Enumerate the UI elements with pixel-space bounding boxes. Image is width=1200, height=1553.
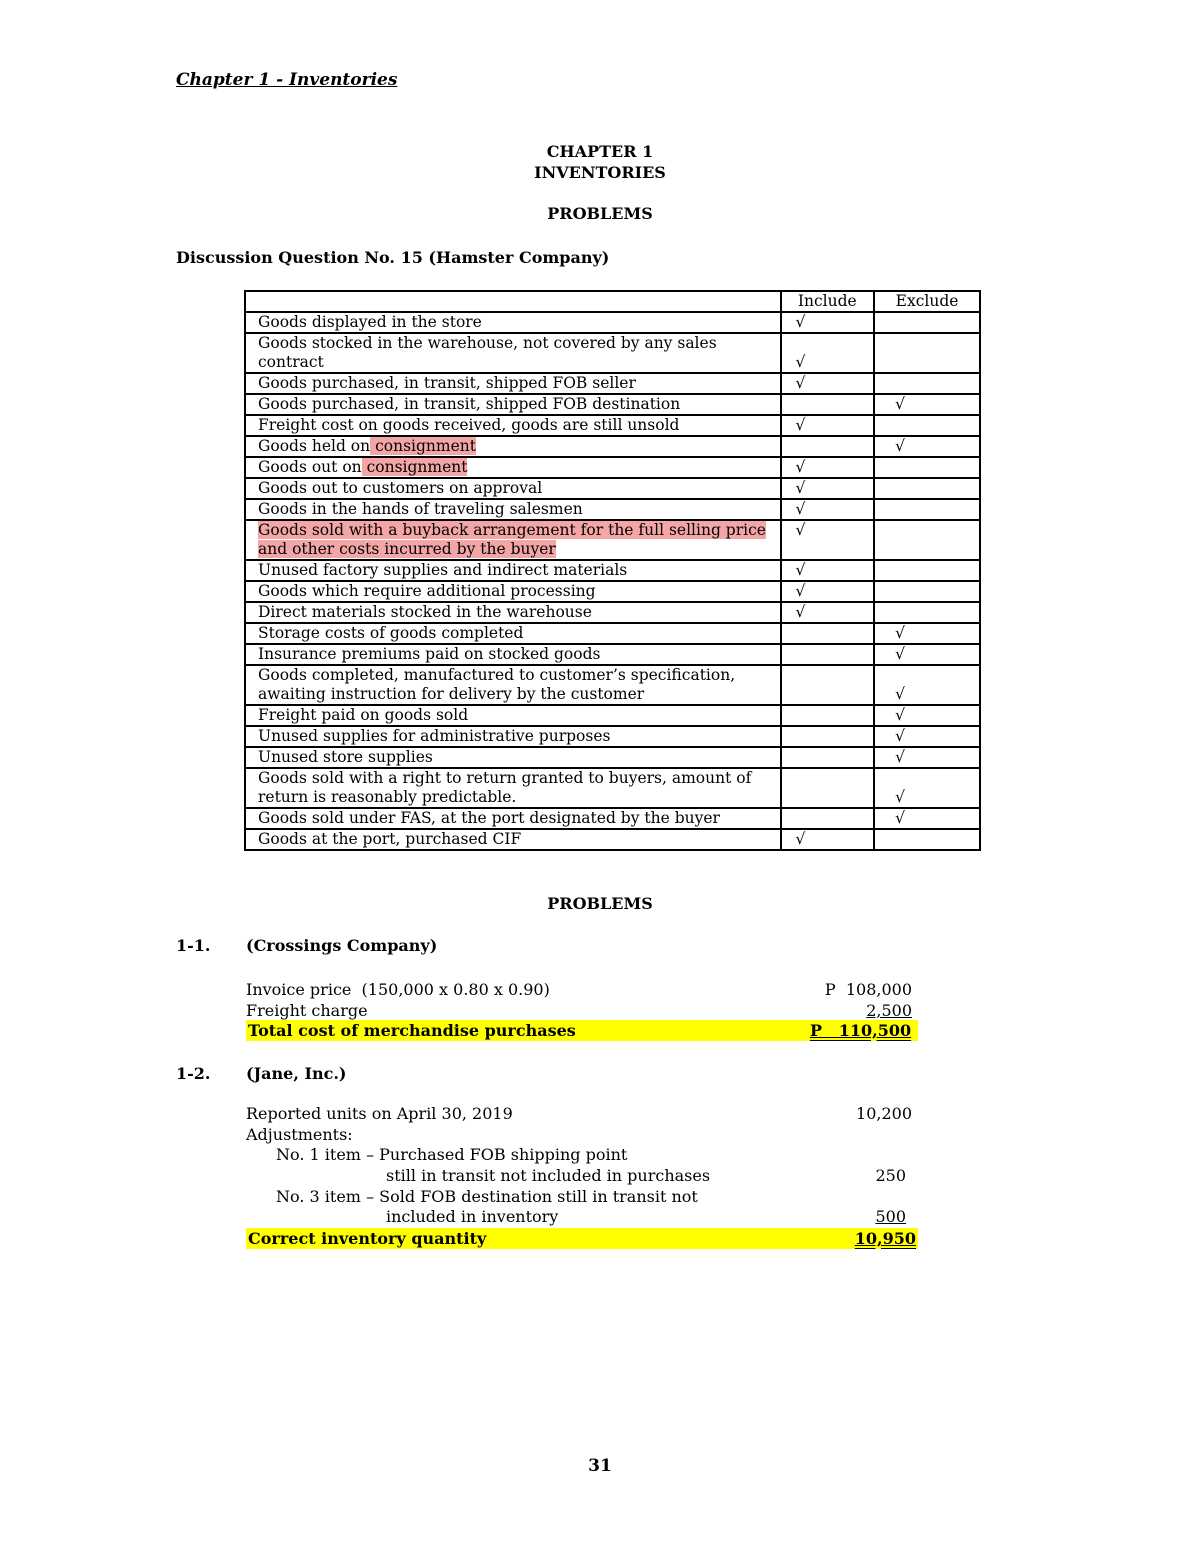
item-text: Insurance premiums paid on stocked goods [258, 645, 601, 663]
include-cell [781, 560, 875, 581]
check-mark: √ [895, 809, 905, 827]
include-cell [781, 520, 875, 560]
item-text: Goods sold with a right to return granted to buyers, amount of return is reasonably predictable. [258, 769, 752, 806]
item-text: Goods out on consignment [258, 458, 468, 476]
include-cell [781, 768, 875, 808]
check-mark: √ [795, 561, 806, 579]
highlighted-text: consignment [361, 458, 468, 476]
item-column-header [245, 291, 781, 312]
item-text: Storage costs of goods completed [258, 624, 524, 642]
invoice-amount: P 108,000 [824, 980, 912, 999]
total-label: Total cost of merchandise purchases [248, 1021, 576, 1040]
table-row [245, 726, 980, 747]
check-mark: √ [895, 727, 905, 745]
item-cell [245, 581, 781, 602]
include-cell [781, 436, 875, 457]
item-text: Direct materials stocked in the warehouse [258, 603, 592, 621]
exclude-cell [874, 747, 980, 768]
include-cell [781, 644, 875, 665]
check-mark: √ [795, 353, 806, 371]
check-mark: √ [795, 374, 806, 392]
item-cell [245, 829, 781, 850]
include-column-header: Include [781, 291, 875, 312]
exclude-cell [874, 808, 980, 829]
include-cell [781, 478, 875, 499]
table-row [245, 560, 980, 581]
table-row [245, 457, 980, 478]
check-mark: √ [795, 582, 806, 600]
problems-heading: PROBLEMS [547, 204, 653, 223]
exclude-column-header: Exclude [874, 291, 980, 312]
exclude-cell [874, 768, 980, 808]
item-cell [245, 602, 781, 623]
exclude-cell [874, 665, 980, 705]
problem-number: 1-2. [176, 1064, 211, 1083]
check-mark: √ [895, 645, 905, 663]
check-mark: √ [795, 313, 806, 331]
freight-label: Freight charge [246, 1001, 368, 1020]
table-row [245, 808, 980, 829]
table-row [245, 312, 980, 333]
include-cell [781, 747, 875, 768]
include-cell [781, 726, 875, 747]
table-row [245, 436, 980, 457]
item-cell [245, 768, 781, 808]
include-cell [781, 457, 875, 478]
item-cell [245, 394, 781, 415]
exclude-cell [874, 623, 980, 644]
item-text: Goods in the hands of traveling salesmen [258, 500, 583, 518]
total-label: Correct inventory quantity [248, 1229, 487, 1248]
include-cell [781, 581, 875, 602]
table-row [245, 665, 980, 705]
table-row [245, 373, 980, 394]
include-exclude-table [244, 290, 981, 851]
item3-line2: included in inventory [386, 1207, 559, 1226]
table-row [245, 829, 980, 850]
item-text: Goods at the port, purchased CIF [258, 830, 522, 848]
item-cell [245, 415, 781, 436]
item-text: Freight paid on goods sold [258, 706, 469, 724]
include-cell [781, 705, 875, 726]
check-mark: √ [795, 458, 806, 476]
table-row [245, 644, 980, 665]
freight-amount: 2,500 [866, 1001, 912, 1020]
problem-title: (Jane, Inc.) [246, 1064, 347, 1083]
exclude-cell [874, 394, 980, 415]
chapter-number: CHAPTER 1 [546, 142, 654, 161]
item-cell [245, 333, 781, 373]
check-mark: √ [895, 748, 905, 766]
item-cell [245, 312, 781, 333]
item-text: Goods stocked in the warehouse, not covered by any sales contract [258, 334, 717, 371]
check-mark: √ [795, 416, 806, 434]
item-text: Freight cost on goods received, goods are still unsold [258, 416, 680, 434]
include-cell [781, 415, 875, 436]
item-cell [245, 520, 781, 560]
table-row [245, 581, 980, 602]
exclude-cell [874, 312, 980, 333]
check-mark: √ [795, 479, 806, 497]
item1-line1: No. 1 item – Purchased FOB shipping point [276, 1145, 628, 1164]
check-mark: √ [895, 788, 905, 806]
table-row [245, 623, 980, 644]
include-cell [781, 333, 875, 373]
item-text: Unused factory supplies and indirect materials [258, 561, 628, 579]
include-cell [781, 394, 875, 415]
exclude-cell [874, 829, 980, 850]
check-mark: √ [795, 521, 806, 539]
discussion-question-heading: Discussion Question No. 15 (Hamster Company) [176, 248, 610, 267]
table-row [245, 520, 980, 560]
table-row [245, 333, 980, 373]
table-row [245, 705, 980, 726]
item1-amount: 250 [875, 1166, 906, 1185]
table-row [245, 415, 980, 436]
item-cell [245, 726, 781, 747]
table-row [245, 602, 980, 623]
item-cell [245, 478, 781, 499]
reported-label: Reported units on April 30, 2019 [246, 1104, 513, 1123]
check-mark: √ [895, 685, 905, 703]
check-mark: √ [795, 603, 806, 621]
check-mark: √ [895, 706, 905, 724]
exclude-cell [874, 478, 980, 499]
exclude-cell [874, 581, 980, 602]
exclude-cell [874, 436, 980, 457]
reported-amount: 10,200 [856, 1104, 912, 1123]
item-cell [245, 747, 781, 768]
check-mark: √ [895, 437, 905, 455]
exclude-cell [874, 705, 980, 726]
total-amount: 10,950 [854, 1229, 916, 1248]
item3-line1: No. 3 item – Sold FOB destination still in transit not [276, 1187, 698, 1206]
item-cell [245, 436, 781, 457]
item-text: Goods completed, manufactured to customer’s specification, awaiting instruction for delivery by the customer [258, 666, 736, 703]
item-cell [245, 623, 781, 644]
include-cell [781, 602, 875, 623]
include-cell [781, 623, 875, 644]
item-text: Goods displayed in the store [258, 313, 482, 331]
include-cell [781, 808, 875, 829]
highlighted-text: consignment [370, 437, 476, 455]
exclude-cell [874, 644, 980, 665]
problem-number: 1-1. [176, 936, 211, 955]
include-cell [781, 312, 875, 333]
running-header: Chapter 1 - Inventories [176, 70, 398, 90]
adjustments-label: Adjustments: [246, 1125, 353, 1144]
item-text: Goods which require additional processing [258, 582, 596, 600]
exclude-cell [874, 499, 980, 520]
item-cell [245, 665, 781, 705]
exclude-cell [874, 560, 980, 581]
problem-title: (Crossings Company) [246, 936, 438, 955]
exclude-cell [874, 457, 980, 478]
check-mark: √ [795, 830, 806, 848]
invoice-label: Invoice price (150,000 x 0.80 x 0.90) [246, 980, 550, 999]
table-row [245, 747, 980, 768]
item-cell [245, 705, 781, 726]
item-text: Unused store supplies [258, 748, 433, 766]
item-cell [245, 457, 781, 478]
total-amount: P 110,500 [810, 1021, 912, 1040]
chapter-title: INVENTORIES [534, 163, 666, 182]
include-cell [781, 829, 875, 850]
item-text: Goods out to customers on approval [258, 479, 543, 497]
table-row [245, 499, 980, 520]
problems-heading-2: PROBLEMS [547, 894, 653, 913]
table-row [245, 478, 980, 499]
item-cell [245, 808, 781, 829]
table-header-row [245, 291, 980, 312]
include-cell [781, 499, 875, 520]
include-cell [781, 373, 875, 394]
item-text: Unused supplies for administrative purposes [258, 727, 611, 745]
include-cell [781, 665, 875, 705]
exclude-cell [874, 333, 980, 373]
item-cell [245, 560, 781, 581]
check-mark: √ [895, 624, 905, 642]
exclude-cell [874, 373, 980, 394]
item-text: Goods sold with a buyback arrangement for the full selling price and other costs incurred by the buyer [258, 521, 766, 558]
item1-line2: still in transit not included in purchases [386, 1166, 711, 1185]
table-row [245, 768, 980, 808]
item-text: Goods held on consignment [258, 437, 476, 455]
exclude-cell [874, 602, 980, 623]
check-mark: √ [895, 395, 905, 413]
exclude-cell [874, 415, 980, 436]
item-text: Goods sold under FAS, at the port designated by the buyer [258, 809, 720, 827]
check-mark: √ [795, 500, 806, 518]
table-row [245, 394, 980, 415]
page-number: 31 [588, 1456, 612, 1476]
item-text: Goods purchased, in transit, shipped FOB seller [258, 374, 636, 392]
item-cell [245, 373, 781, 394]
item3-amount: 500 [875, 1207, 906, 1226]
exclude-cell [874, 726, 980, 747]
item-cell [245, 644, 781, 665]
item-cell [245, 499, 781, 520]
exclude-cell [874, 520, 980, 560]
item-text: Goods purchased, in transit, shipped FOB destination [258, 395, 681, 413]
